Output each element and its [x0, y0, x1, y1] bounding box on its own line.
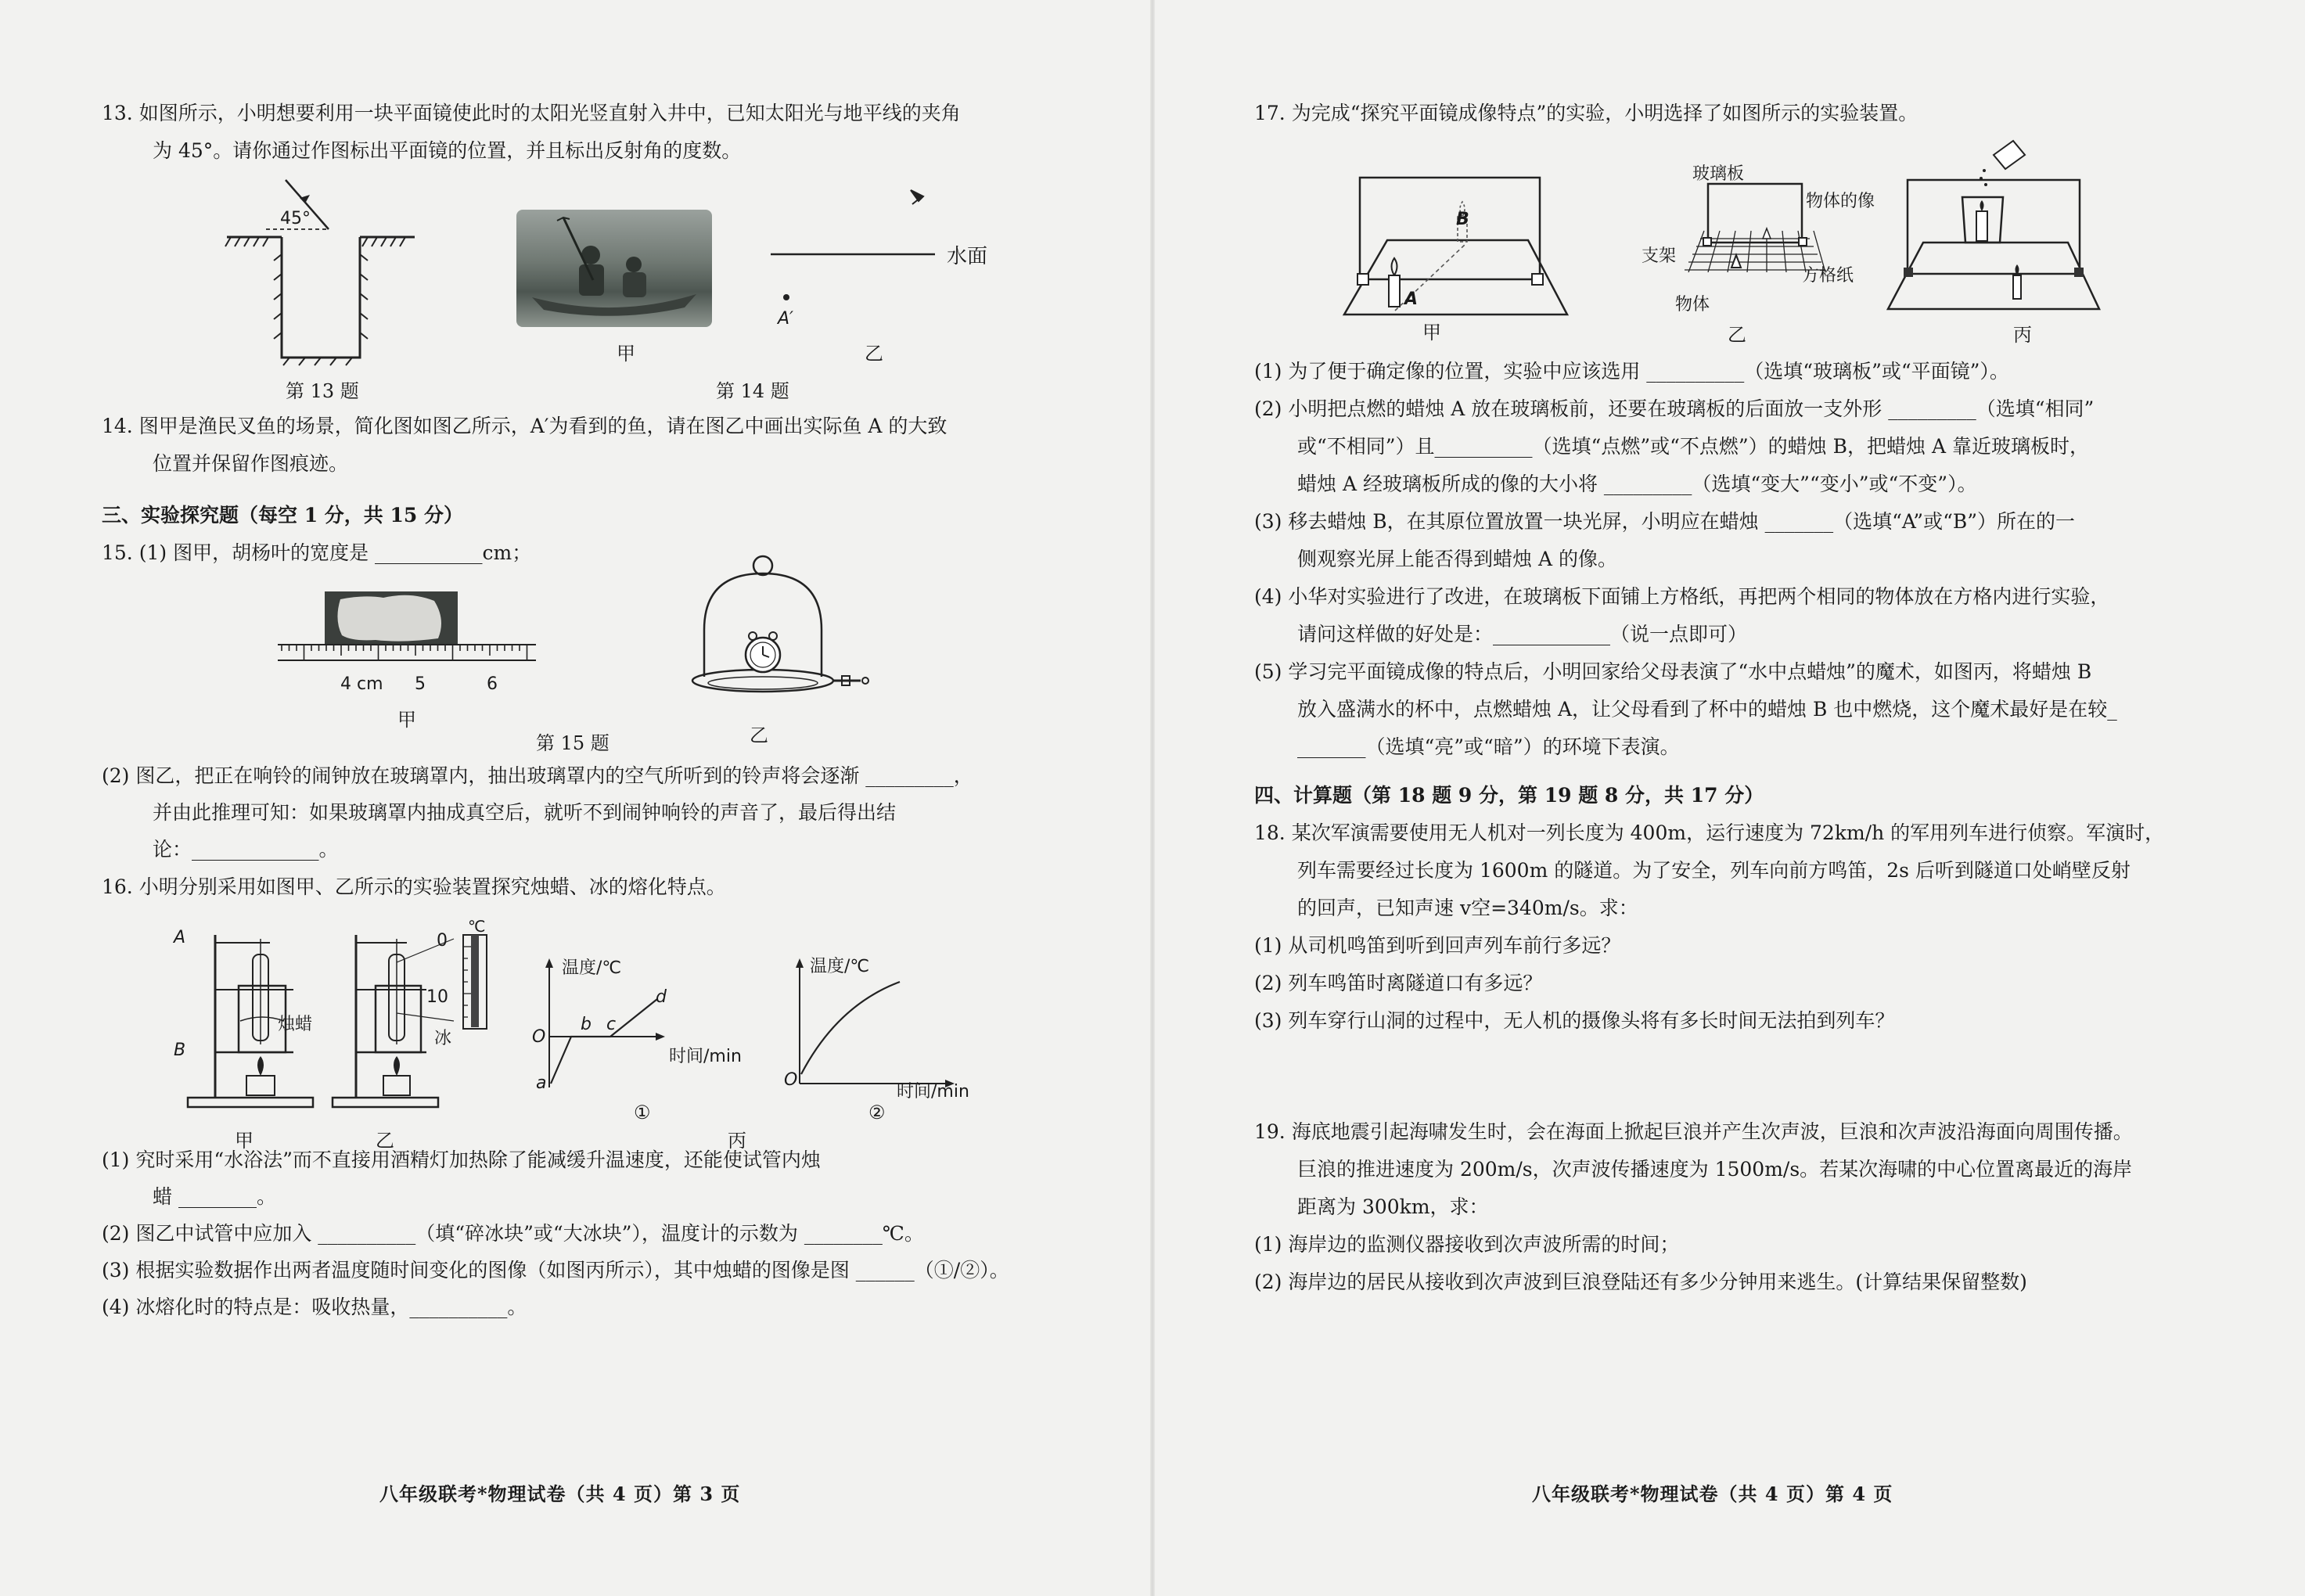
- q17-p2-line2: 或“不相同”）且__________（选填“点燃”或“不点燃”）的蜡烛 B，把蜡烛 A 靠近玻璃板时，: [1297, 435, 2089, 458]
- q17-label-bing: 丙: [2013, 324, 2032, 346]
- q13-line1: 13. 如图所示，小明想要利用一块平面镜使此时的太阳光竖直射入井中，已知太阳光与地平线的夹角: [102, 102, 961, 124]
- q15-ruler-tick-5: 5: [415, 674, 426, 694]
- q16-graph2-origin: O: [784, 1070, 798, 1090]
- q17-p3-line1: (3) 移去蜡烛 B，在其原位置放置一块光屏，小明应在蜡烛 _______（选填“A”或“B”）所在的一: [1254, 510, 2076, 533]
- q18-line2: 列车需要经过长度为 1600m 的隧道。为了安全，列车向前方鸣笛，2s 后听到隧道口处峭壁反射: [1297, 859, 2131, 882]
- q15-p2-line2: 并由此推理可知：如果玻璃罩内抽成真空后，就听不到闹钟响铃的声音了，最后得出结: [153, 801, 897, 824]
- q16-p1-line2: 蜡 ________。: [153, 1185, 276, 1208]
- q16-line1: 16. 小明分别采用如图甲、乙所示的实验装置探究烛蜡、冰的熔化特点。: [102, 875, 726, 898]
- q16-graph2-ylabel: 温度/℃: [810, 957, 870, 976]
- q15-p2-line1: (2) 图乙，把正在响铃的闹钟放在玻璃罩内，抽出玻璃罩内的空气所听到的铃声将会逐渐 _________，: [102, 764, 973, 787]
- q19-p1: (1) 海岸边的监测仪器接收到次声波所需的时间；: [1254, 1233, 1680, 1256]
- q17-jia-label-A: A: [1404, 289, 1419, 309]
- q16-label-B: B: [174, 1041, 186, 1060]
- q16-p3: (3) 根据实验数据作出两者温度随时间变化的图像（如图丙所示），其中烛蜡的图像是图 ______（①/②）。: [102, 1259, 1009, 1281]
- q15-p2-line3: 论：_____________。: [153, 838, 339, 861]
- q16-label-A: A: [174, 928, 186, 947]
- q14-label-yi: 乙: [865, 343, 883, 365]
- q15-ruler-figure: [278, 588, 536, 674]
- q16-graph1-origin: O: [532, 1027, 546, 1047]
- q16-p4: (4) 冰熔化时的特点是：吸收热量，__________。: [102, 1296, 527, 1318]
- q19-line3: 距离为 300km，求：: [1297, 1195, 1489, 1218]
- q16-p2: (2) 图乙中试管中应加入 __________（填“碎冰块”或“大冰块”），温度计的示数为 ________℃。: [102, 1222, 924, 1245]
- q16-label-bing: 丙: [728, 1130, 746, 1152]
- q13-well-figure: [219, 176, 430, 368]
- q16-ice-label: 冰: [434, 1029, 452, 1048]
- q17-label-yi: 乙: [1728, 324, 1746, 346]
- q17-p4-line1: (4) 小华对实验进行了改进，在玻璃板下面铺上方格纸，再把两个相同的物体放在方格内进行实验，: [1254, 585, 2110, 608]
- q16-graph-2: [790, 958, 1001, 1091]
- right-page-footer: 八年级联考*物理试卷（共 4 页）第 4 页: [1532, 1483, 1893, 1505]
- q17-label-jia: 甲: [1422, 322, 1441, 343]
- q17-p5-line2: 放入盛满水的杯中，点燃蜡烛 A，让父母看到了杯中的蜡烛 B 也中燃烧，这个魔术最好是在较_: [1297, 698, 2117, 721]
- q15-ruler-tick-4: 4 cm: [340, 674, 383, 694]
- q18-p3: (3) 列车穿行山洞的过程中，无人机的摄像头将有多长时间无法拍到列车？: [1254, 1009, 1895, 1032]
- q17-p5-line3: _______（选填“亮”或“暗”）的环境下表演。: [1297, 735, 1680, 758]
- left-page: [0, 0, 1152, 1596]
- q16-graph1-point-c: c: [606, 1015, 617, 1034]
- q14-label-jia: 甲: [617, 343, 635, 365]
- q17-figure-bing: [1884, 133, 2103, 317]
- q16-graph1-ylabel: 温度/℃: [562, 958, 622, 978]
- q17-p5-line1: (5) 学习完平面镜成像的特点后，小明回家给父母表演了“水中点蜡烛”的魔术，如图丙，将蜡烛 B: [1254, 660, 2092, 683]
- q16-thermo-0: 0: [437, 931, 448, 951]
- q14-line1: 14. 图甲是渔民叉鱼的场景，简化图如图乙所示，A′为看到的鱼，请在图乙中画出实际鱼 A 的大致: [102, 415, 948, 437]
- q16-graph1-point-a: a: [536, 1073, 547, 1093]
- q17-image-label: 物体的像: [1806, 192, 1875, 211]
- q14-diagram: [767, 184, 947, 340]
- q19-p2: (2) 海岸边的居民从接收到次声波到巨浪登陆还有多少分钟用来逃生。(计算结果保留整数): [1254, 1271, 2027, 1293]
- q13-caption: 第 13 题: [286, 380, 359, 402]
- q17-figure-jia: [1340, 174, 1575, 322]
- q13-angle-label: 45°: [280, 209, 311, 228]
- q14-line2: 位置并保留作图痕迹。: [153, 452, 349, 475]
- q14-caption: 第 14 题: [716, 380, 789, 402]
- left-page-footer: 八年级联考*物理试卷（共 4 页）第 3 页: [379, 1483, 741, 1505]
- q17-p3-line2: 侧观察光屏上能否得到蜡烛 A 的像。: [1297, 548, 1617, 570]
- q16-graph1-number: ①: [634, 1102, 651, 1123]
- q16-graph2-xlabel: 时间/min: [897, 1082, 969, 1102]
- q17-p2-line1: (2) 小明把点燃的蜡烛 A 放在玻璃板前，还要在玻璃板的后面放一支外形 _________（选填“相同”: [1254, 397, 2095, 420]
- q15-label-yi: 乙: [750, 724, 768, 746]
- q16-label-jia: 甲: [235, 1130, 254, 1152]
- q17-jia-label-B: B: [1456, 210, 1469, 229]
- q15-line1: 15. (1) 图甲，胡杨叶的宽度是 ___________cm；: [102, 541, 532, 564]
- q18-p1: (1) 从司机鸣笛到听到回声列车前行多远？: [1254, 934, 1621, 957]
- q17-object-label: 物体: [1675, 295, 1710, 315]
- section-3-heading: 三、实验探究题（每空 1 分，共 15 分）: [102, 504, 464, 527]
- q17-stand-label: 支架: [1642, 246, 1677, 266]
- q16-thermo-10: 10: [426, 987, 448, 1007]
- q18-p2: (2) 列车鸣笛时离隧道口有多远？: [1254, 972, 1543, 994]
- q17-p1: (1) 为了便于确定像的位置，实验中应该选用 __________（选填“玻璃板”或“平面镜”）。: [1254, 360, 2009, 383]
- right-page: [1152, 0, 2305, 1596]
- section-4-heading: 四、计算题（第 18 题 9 分，第 19 题 8 分，共 17 分）: [1254, 784, 1764, 807]
- q16-p1-line1: (1) 究时采用“水浴法”而不直接用酒精灯加热除了能减缓升温速度，还能使试管内烛: [102, 1148, 821, 1171]
- q13-line2: 为 45°。请你通过作图标出平面镜的位置，并且标出反射角的度数。: [153, 139, 742, 162]
- q15-ruler-tick-6: 6: [487, 674, 498, 694]
- q16-graph2-number: ②: [868, 1102, 886, 1123]
- q16-graph1-point-d: d: [656, 987, 667, 1007]
- q15-bell-jar-figure: [689, 552, 876, 708]
- q17-p4-line2: 请问这样做的好处是：____________（说一点即可）: [1297, 623, 1748, 645]
- q14-water-label: 水面: [947, 245, 988, 268]
- q16-apparatus-yi: [329, 927, 509, 1111]
- q17-glass-label: 玻璃板: [1692, 164, 1745, 184]
- q17-p2-line3: 蜡烛 A 经玻璃板所成的像的大小将 _________（选填“变大”“变小”或“不变”）。: [1297, 473, 1977, 495]
- q16-wax-label: 烛蜡: [278, 1015, 313, 1034]
- q19-line1: 19. 海底地震引起海啸发生时，会在海面上掀起巨浪并产生次声波，巨浪和次声波沿海面向周围传播。: [1254, 1120, 2133, 1143]
- q15-label-jia: 甲: [397, 709, 416, 731]
- q18-line3: 的回声，已知声速 v空=340m/s。求：: [1297, 897, 1638, 919]
- q14-point-label: A′: [778, 309, 794, 329]
- q16-graph1-point-b: b: [581, 1015, 592, 1034]
- q16-label-yi: 乙: [376, 1130, 394, 1152]
- q14-fishing-photo: [516, 210, 712, 327]
- q19-line2: 巨浪的推进速度为 200m/s，次声波传播速度为 1500m/s。若某次海啸的中心位置离最近的海岸: [1297, 1158, 2133, 1181]
- q17-line1: 17. 为完成“探究平面镜成像特点”的实验，小明选择了如图所示的实验装置。: [1254, 102, 1918, 124]
- q16-thermo-unit: ℃: [468, 917, 486, 936]
- q17-grid-label: 方格纸: [1802, 266, 1854, 286]
- q15-caption: 第 15 题: [536, 732, 610, 754]
- q18-line1: 18. 某次军演需要使用无人机对一列长度为 400m，运行速度为 72km/h 的军用列车进行侦察。军演时，: [1254, 821, 2165, 844]
- q16-graph1-xlabel: 时间/min: [669, 1047, 742, 1066]
